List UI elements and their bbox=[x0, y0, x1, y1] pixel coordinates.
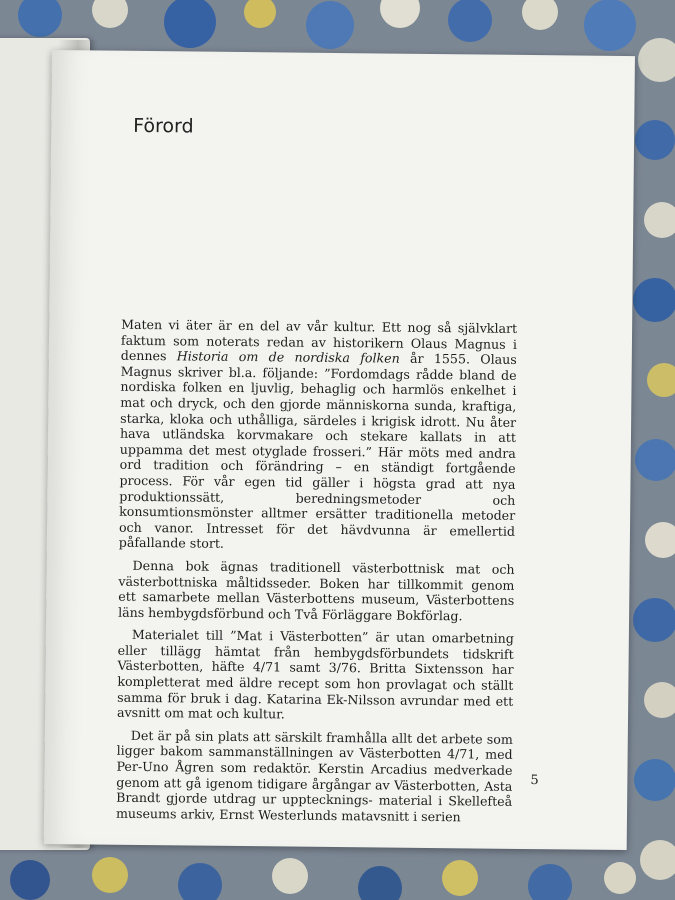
paragraph-4: Det är på sin plats att särskilt framhålla allt det arbete som ligger bakom sammanställningen av Västerbotten 4/71, med Per-Uno Ågren som redaktör. Kerstin Arcadius medverkade genom att gå igenom tidigare årgångar av Västerbotten, Asta Brandt gjorde utdrag ur upptecknings- material i Skellefteå museums arkiv, Ernst Westerlunds matavsnitt i serien bbox=[115, 727, 513, 825]
paragraph-1-text-b: år 1555. Olaus Magnus skriver bl.a. följande: ”Fordomdags rådde bland de nordiska folken en ljuvlig, behaglig och harmlös enkelhet i mat och dryck, och den gjorde människorna sunda, kraftiga, starka, kloka och uthålliga, särdeles i krigisk idrott. Nu åter hava utländska korvmakare och stekare kallats in att uppamma det mest otyglade frosseri.” Här möts med andra ord tradition och förändring – en ständigt fortgående process. För vår egen tid gäller i högsta grad att nya produktionssätt, beredningsmetoder och konsumtionsmönster alltmer ersätter traditionella metoder och vanor. Intresset för det hävdvunna är emellertid påfallande stort. bbox=[118, 350, 517, 552]
paragraph-1 bbox=[119, 317, 517, 555]
body-text bbox=[116, 317, 517, 833]
paragraph-3: Materialet till ”Mat i Västerbotten” är utan omarbetning eller tillägg hämtat från hembygdsförbundets tidskrift Västerbotten, häfte 4/71 samt 3/76. Britta Sixtensson har kompletterat med äldre recept som hon provlagat och ställt samma för bruk i dag. Katarina Ek-Nilsson avrundar med ett avsnitt om mat och kultur. bbox=[116, 627, 514, 722]
book-title-italic: Historia om de nordiska folken bbox=[176, 348, 400, 366]
paragraph-2: Denna bok ägnas traditionell västerbottnisk mat och västerbottniska måltidsseder. Boken har tillkommit genom ett samarbete mellan Västerbottens museum, Västerbottens läns hembygdsförbund och Två Förläggare Bokförlag. bbox=[118, 557, 515, 624]
page-heading: Förord bbox=[133, 114, 194, 138]
paragraph-1-text-a: Maten vi äter är en del av vår kultur. Ett nog så självklart faktum som noterats redan av historikern Olaus Magnus i dennes bbox=[120, 316, 518, 364]
page-number: 5 bbox=[530, 773, 539, 789]
book-page bbox=[44, 50, 635, 850]
